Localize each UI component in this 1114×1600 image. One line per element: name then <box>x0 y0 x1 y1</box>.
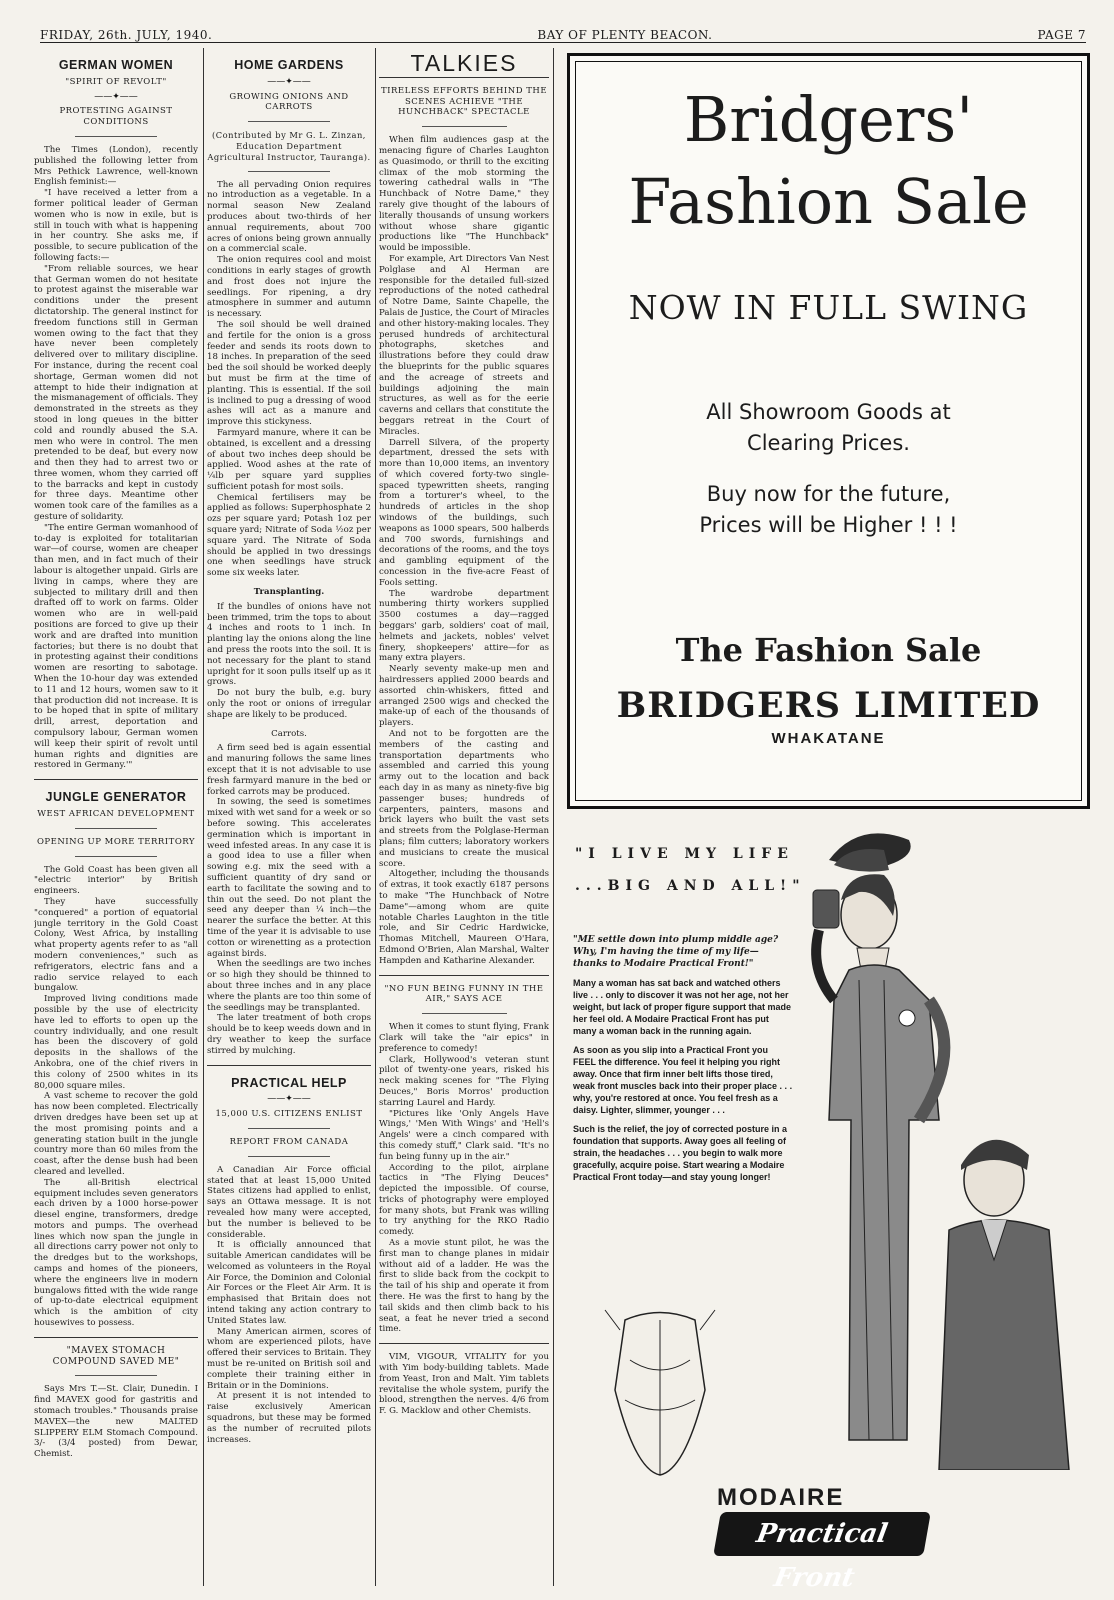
subhead: REPORT FROM CANADA <box>229 1136 349 1147</box>
woman-illustration <box>789 820 1089 1470</box>
paragraph: A Canadian Air Force official stated that at least 15,000 United States citizens had applied to enlist, says an Ottawa message. It is not revealed how many were accepted, but the number is believed to be considerable. <box>207 1164 371 1240</box>
paragraph: They have successfully "conquered" a portion of equatorial jungle territory in the Gold Coast Colony, West Africa, by installing what property agents refer to as "all modern conveniences," such as refrigerators, electric fans and a radio service relayed to each bungalow. <box>34 896 198 994</box>
ornament-rule: ——✦—— <box>267 76 311 87</box>
paragraph: Many American airmen, scores of whom are experienced pilots, have offered their services to Britain. They must be re-united on British soil and complete their training either in Britain or in the Dominions. <box>207 1326 371 1391</box>
practical-front-logo: Practical Front <box>713 1512 931 1556</box>
paragraph: "The entire German womanhood of to-day is exploited for totalitarian war—of course, women are cheaper than men, and in fact much of their labour is altogether unpaid. Girls are living in camps, where they are subjected to military drill and then drafted off to work on farms. Older women who are in well-paid positions are forced to give up their work and are drafted into munition factories; but there is no doubt that in protesting against their conditions women are resorting to sabotage. When the 10-hour day was extended to 11 and 12 hours, women saw to it that production did not increase. It is to be hoped that in spite of military drill, arrest, deportation and compulsory labour, German women will keep their spirit of revolt until human rights and dignities are restored in Germany.'" <box>34 522 198 771</box>
subhead: TIRELESS EFFORTS BEHIND THE SCENES ACHIEVE "THE HUNCHBACK" SPECTACLE <box>380 85 548 118</box>
paragraph: Clark, Hollywood's veteran stunt pilot of twenty-one years, risked his neck making scenes for "The Flying Deuces," Boris Morros' production starring Laurel and Hardy. <box>379 1054 549 1108</box>
ad-line: Buy now for the future, <box>706 482 951 506</box>
divider <box>379 1343 549 1344</box>
paragraph: As a movie stunt pilot, he was the first man to change planes in midair without aid of a ladder. He was the first to slide back from the cockpit to the tail of his ship and operate it from there. He was the first to hang by the tail skids and then climb back to his seat, a feat he never tried a second time. <box>379 1238 549 1335</box>
ad-paragraph: Such is the relief, the joy of corrected posture in a foundation that supports. Away goes all feeling of strain, the headaches . . . you begin to walk more gracefully, acquire poise. Start wearing a Modaire Practical Front today—and stay young longer! <box>573 1124 788 1182</box>
ornament-rule: ——✦—— <box>267 1094 311 1105</box>
paragraph: Chemical fertilisers may be applied as follows: Superphosphate 2 ozs per square yard; Potash 1oz per square yard; Nitrate of Soda ½oz per square yard. The Nitrate of Soda should be applied in two dressings one when seedlings have struck some six weeks later. <box>207 492 371 579</box>
column-rule <box>375 48 376 1586</box>
subhead: OPENING UP MORE TERRITORY <box>36 836 196 847</box>
paragraph: "From reliable sources, we hear that German women do not hesitate to protest against the miserable war conditions under the present dictatorship. The general instinct for freedom functions still in German women owing to the fact that they have never been completely delivered over to military discipline. For instance, during the recent coal shortage, German women did not attempt to hide their indignation at the mismanagement of officials. They demonstrated in the streets as they stood in long queues in the bitter cold and roundly abused the S.A. men who were in control. The men pretended to be deaf, but every now and then they had to arrest two or three women, whom they carried off to the barracks and kept in custody for three days. Meantime other women took care of the families as a gesture of solidarity. <box>34 263 198 523</box>
divider <box>75 856 157 857</box>
subhead: GROWING ONIONS AND CARROTS <box>229 91 349 113</box>
paragraph: When it comes to stunt flying, Frank Clark will take the "air epics" in preference to comedy! <box>379 1022 549 1054</box>
column-rule <box>553 48 554 1586</box>
divider <box>75 136 157 137</box>
corset-illustration <box>575 1300 745 1480</box>
paragraph: VIM, VIGOUR, VITALITY for you with Yim body-building tablets. Made from Yeast, Iron and Malt. Yim tablets revitalise the whole system, purify the blood, strengthen the nerves. 4/6 from F. G. Macklow and other Chemists. <box>379 1352 549 1417</box>
ad-now-in-full-swing: NOW IN FULL SWING <box>628 288 1029 327</box>
subhead: WEST AFRICAN DEVELOPMENT <box>37 809 195 819</box>
ad-headline: ...BIG AND ALL!" <box>575 878 806 894</box>
paragraph: In sowing, the seed is sometimes mixed with wet sand for a week or so before sowing. This accelerates germination which is important in weed infested areas. In any case it is a good idea to use a filler when sowing e.g. mix the seed with a sufficient quantity of dry sand or earth to facilitate the sowing and to thin out the seed. Do not plant the seed any deeper than ¼ inch—the nearer the surface the better. At this time of the year it is advisable to use cotton or wirenetting as a protection against birds. <box>207 797 371 959</box>
paragraph: The Times (London), recently published the following letter from Mrs Pethick Lawrence, well-known English feminist:— <box>34 144 198 188</box>
divider <box>207 1065 371 1066</box>
paragraph: When film audiences gasp at the menacing figure of Charles Laughton as Quasimodo, or thrill to the exciting climax of the mob storming the towering cathedral walls in "The Hunchback of Notre Dame," they rarely give thought of the labours of literally thousands of unsung workers without whose share gigantic productions like "The Hunchback" would be impossible. <box>379 135 549 254</box>
subhead: 15,000 U.S. CITIZENS ENLIST <box>215 1109 363 1120</box>
paragraph: The all pervading Onion requires no introduction as a vegetable. In a normal season New Zealand produces about two-thirds of her annual requirements, about 700 acres of onions being grown annually on a commercial scale. <box>207 179 371 255</box>
ad-whakatane: WHAKATANE <box>771 730 886 747</box>
ad-paragraph: Many a woman has sat back and watched others live . . . only to discover it was not her age, not her weight, but lack of proper figure support that made her feel old. A Modaire Practical Front has put many a woman back in the running again. <box>573 978 792 1036</box>
newspaper-name: BAY OF PLENTY BEACON. <box>537 28 713 42</box>
paragraph: It is officially announced that suitable American candidates will be welcomed as volunteers in the Royal Air Force, the Dominion and Colonial Air Forces or the Fleet Air Arm. It is emphasised that Britain does not intend taking any action contrary to United States law. <box>207 1240 371 1326</box>
byline: (Contributed by Mr G. L. Zinzan, Education Department Agricultural Instructor, Tauranga). <box>207 130 371 162</box>
divider <box>248 1156 330 1157</box>
divider <box>248 1128 330 1129</box>
column-2 <box>207 48 371 1586</box>
divider <box>34 1337 198 1338</box>
modaire-logo: MODAIRE <box>717 1484 845 1511</box>
headline-no-fun: "NO FUN BEING FUNNY IN THE AIR," SAYS ACE <box>384 983 544 1005</box>
headline-jungle-generator: JUNGLE GENERATOR <box>45 790 187 805</box>
divider <box>248 171 330 172</box>
paragraph: The all-British electrical equipment includes seven generators each driven by a 1000 horse-power diesel engine, transformers, dredge motors and pumps. The overhead lines which now span the jungle in all directions carry power not only to the dredges but to the workshops, camps and homes of the pioneers, where the engineers live in modern bungalows fitted with the wide range of up-to-date electrical equipment which is the ambition of city housewives to possess. <box>34 1177 198 1329</box>
subhead: "SPIRIT OF REVOLT" <box>65 76 167 87</box>
divider <box>248 121 330 122</box>
paragraph: "I have received a letter from a former political leader of German women who is now in exile, but is still in touch with what is happening in her country. She asks me, if possible, to secure publication of the following facts:— <box>34 188 198 263</box>
paragraph: Improved living conditions made possible by the use of electricity have led to efforts to open up the country individually, and one result has been the discovery of gold deposits in the shallows of the Ankobra, one of the chief rivers in this colony of 2500 whites in its 80,000 square miles. <box>34 994 198 1091</box>
paragraph: Darrell Silvera, of the property department, dressed the sets with more than 10,000 items, an inventory of which covered forty-two single-spaced typewritten sheets, ranging from a torturer's wheel, to the hundreds of articles in the shop windows of the buildings, such weapons as 1000 spears, 500 halberds and 700 swords, furnishings and decorations of the rooms, and the toys and gambling equipment of the concession in the five-acre Feast of Fools setting. <box>379 437 549 588</box>
page-number: PAGE 7 <box>1037 28 1086 42</box>
headline-practical-help: PRACTICAL HELP <box>231 1075 347 1090</box>
column-3 <box>379 48 549 1586</box>
paragraph: The onion requires cool and moist conditions in early stages of growth and frost does not injure the seedlings. For ripening, a dry atmosphere in summer and autumn is necessary. <box>207 255 371 320</box>
ornament-rule: ——✦—— <box>94 91 138 102</box>
section-heading: Carrots. <box>271 728 307 739</box>
page-header <box>40 24 1086 43</box>
ad-the-fashion-sale: The Fashion Sale <box>675 631 982 669</box>
paragraph: At present it is not intended to raise exclusively American squadrons, but these may be formed as the number of recruited pilots increases. <box>207 1391 371 1445</box>
paragraph: The wardrobe department numbering thirty workers supplied 3500 costumes a day—ragged beggars' garb, soldiers' coat of mail, helmets and jackets, nobles' velvet finery, shopkeepers' attire—for as many extra players. <box>379 588 549 664</box>
paragraph: Says Mrs T.—St. Clair, Dunedin. I find MAVEX good for gastritis and stomach troubles." Thousands praise MAVEX—the new MALTED SLIPPERY ELM Stomach Compound. 3/- (3/4 posted) from Dewar, Chemist. <box>34 1384 198 1460</box>
ad-copy <box>573 934 793 1190</box>
divider <box>379 975 549 976</box>
ad-title-fashion-sale: Fashion Sale <box>628 165 1029 238</box>
column-rule <box>203 48 204 1586</box>
section-heading: Transplanting. <box>253 587 325 598</box>
column-1 <box>34 48 198 1586</box>
bridgers-advertisement <box>567 53 1090 809</box>
ad-line: All Showroom Goods at <box>706 400 951 424</box>
divider <box>422 1013 507 1014</box>
paragraph: A vast scheme to recover the gold has now been completed. Electrically driven dredges have been set up at the most promising points and a generating station built in the jungle country more than 60 miles from the coast, after the dense bush had been cleared and levelled. <box>34 1091 198 1177</box>
paragraph: Do not bury the bulb, e.g. bury only the root or onions of irregular shape are likely to be produced. <box>207 688 371 720</box>
ad-bridgers-limited: BRIDGERS LIMITED <box>616 685 1041 726</box>
paragraph: For example, Art Directors Van Nest Polglase and Al Herman are responsible for the detailed full-sized reproductions of the noted cathedral of Notre Dame, Sainte Chapelle, the Palais de Justice, the Court of Miracles and other history-making locales. They perused hundreds of architectural photographs, sketches and illustrations before they could draw the blueprints for the public squares and the acreage of streets and buildings adjoining the main structures, as well as for the eerie caverns and cellars that constitute the beggars retreat in the Court of Miracles. <box>379 253 549 437</box>
paragraph: If the bundles of onions have not been trimmed, trim the tops to about 4 inches and roots to 1 inch. In planting lay the onions along the line and press the roots into the soil. It is not necessary for the plant to stand upright for it soon pulls itself up as it grows. <box>207 601 371 688</box>
divider <box>379 77 549 78</box>
ad-quote: "ME settle down into plump middle age? Why, I'm having the time of my life—thanks to Modaire Practical Front!" <box>573 935 779 969</box>
paragraph: Altogether, including the thousands of extras, it took exactly 6187 persons to make "The Hunchback of Notre Dame"—among whom are quite notable Charles Laughton in the title role, and Sir Cedric Hardwicke, Thomas Mitchell, Maureen O'Hara, Edmond O'Brien, Alan Marshal, Walter Hampden and Katharine Alexander. <box>379 869 549 966</box>
divider <box>75 828 157 829</box>
divider <box>75 1375 157 1376</box>
paragraph: The later treatment of both crops should be to keep weeds down and in dry weather to keep the surface stirred by mulching. <box>207 1013 371 1056</box>
divider <box>34 779 198 780</box>
ad-headline: "I LIVE MY LIFE <box>575 846 794 862</box>
paragraph: And not to be forgotten are the members of the casting and transportation departments who assembled and carried this young army out to the location and back each day in as many as ninety-five big passenger buses; hundreds of carpenters, painters, masons and brick layers who built the vast sets and streets from the Polglase-Herman plans; film cutters; laboratory workers and musicians to create the musical score. <box>379 729 549 869</box>
paragraph: Nearly seventy make-up men and hairdressers applied 2000 beards and assorted chin-whiskers, fitted and arranged 2500 wigs and checked the make-up of each of the thousands of players. <box>379 664 549 729</box>
headline-home-gardens: HOME GARDENS <box>234 58 344 72</box>
ad-paragraph: As soon as you slip into a Practical Front you FEEL the difference. You feel it helping you right away. Once that firm inner belt lifts those tired, weak front muscles back into their proper place . . . why, you're restored at once. You feel fresh as a daisy. Lighter, slimmer, younger . . . <box>573 1045 793 1115</box>
headline-german-women: GERMAN WOMEN <box>58 58 174 72</box>
paragraph: According to the pilot, airplane tactics in "The Flying Deuces" depicted the impossible. Of course, tricks of photography were employed for many shots, but Frank was willing to try anything for the RKO Radio comedy. <box>379 1162 549 1238</box>
ad-line: Clearing Prices. <box>747 431 910 455</box>
paragraph: The soil should be well drained and fertile for the onion is a gross feeder and sends its roots down to 18 inches. In preparation of the seed bed the soil should be worked deeply but must be firm at the time of planting. This is essential. If the soil is inclined to pug a dressing of wood ashes will act as a manure and improve this stickyness. <box>207 319 371 428</box>
paragraph: Farmyard manure, where it can be obtained, is excellent and a dressing of about two inches deep should be applied. Wood ashes at the rate of ¼lb per square yard supplies sufficient potash for most soils. <box>207 427 371 492</box>
headline-talkies: TALKIES <box>410 50 518 76</box>
modaire-advertisement <box>567 820 1090 1593</box>
ad-line: Prices will be Higher ! ! ! <box>699 513 958 537</box>
ad-title-bridgers: Bridgers' <box>683 83 974 156</box>
ad-content <box>570 84 1087 747</box>
issue-date: FRIDAY, 26th. JULY, 1940. <box>40 28 213 42</box>
paragraph: A firm seed bed is again essential and manuring follows the same lines except that it is not advisable to use fresh farmyard manure in the bed or forked carrots may be produced. <box>207 743 371 797</box>
subhead: PROTESTING AGAINST CONDITIONS <box>59 106 173 128</box>
paragraph: "Pictures like 'Only Angels Have Wings,' 'Men With Wings' and 'Hell's Angels' were a cinch compared with this comedy stuff," Clark said. "It's no fun being funny up in the air." <box>379 1108 549 1162</box>
paragraph: When the seedlings are two inches or so high they should be thinned to about three inches and in any place where the plants are too thin some of the seedlings may be transplanted. <box>207 959 371 1013</box>
divider <box>422 126 507 127</box>
headline-mavex: "MAVEX STOMACH COMPOUND SAVED ME" <box>52 1345 180 1367</box>
paragraph: The Gold Coast has been given all "electric interior" by British engineers. <box>34 864 198 897</box>
